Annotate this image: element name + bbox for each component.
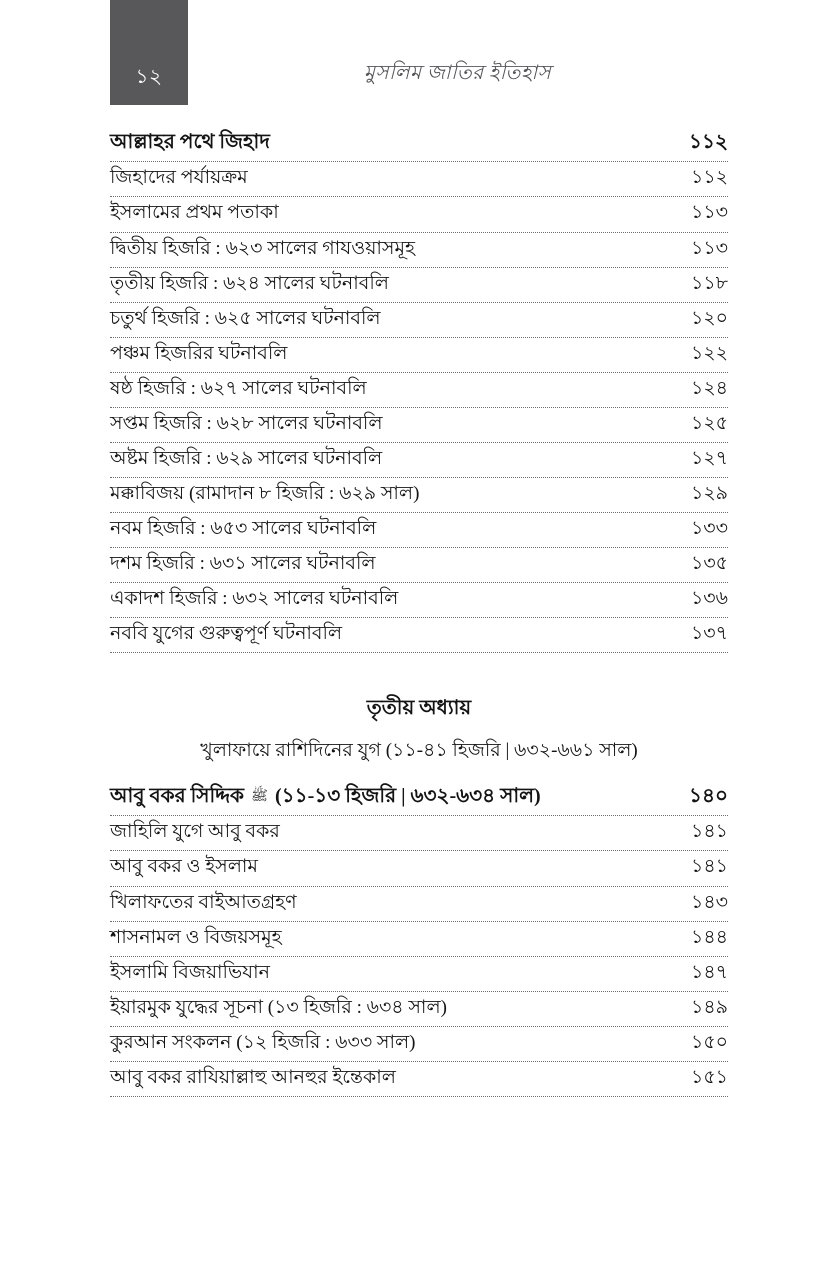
toc-entry-title: সপ্তম হিজরি : ৬২৮ সালের ঘটনাবলি <box>110 412 383 434</box>
toc-entry-page: ১৩৭ <box>690 623 728 645</box>
toc-entry-title: দ্বিতীয় হিজরি : ৬২৩ সালের গাযওয়াসমূহ <box>110 237 415 259</box>
folio-block <box>110 0 188 105</box>
toc-entry-page: ১৪১ <box>691 856 728 878</box>
toc-entry-page: ১১৩ <box>690 202 728 224</box>
toc-entry-title: কুরআন সংকলন (১২ হিজরি : ৬৩৩ সাল) <box>110 1031 416 1053</box>
toc-entry[interactable] <box>110 408 728 443</box>
toc-entry-chapter-heading[interactable] <box>110 780 728 816</box>
toc-entry[interactable] <box>110 197 728 232</box>
toc-entry[interactable] <box>110 162 728 197</box>
honorific-icon: ﷺ <box>251 788 268 805</box>
toc-section-one <box>110 126 728 653</box>
toc-entry[interactable] <box>110 851 728 886</box>
toc-entry[interactable] <box>110 126 728 162</box>
toc-entry-title: ষষ্ঠ হিজরি : ৬২৭ সালের ঘটনাবলি <box>110 377 367 399</box>
toc-entry-page: ১৪০ <box>689 784 728 807</box>
toc-entry-page: ১৩৩ <box>690 518 728 540</box>
toc-entry-title: খিলাফতের বাইআতগ্রহণ <box>110 891 297 913</box>
toc-entry[interactable] <box>110 957 728 992</box>
toc-entry[interactable] <box>110 513 728 548</box>
toc-entry-page: ১৩৫ <box>690 553 728 575</box>
toc-entry[interactable] <box>110 922 728 957</box>
toc-entry[interactable] <box>110 373 728 408</box>
toc-entry-title: ইসলামের প্রথম পতাকা <box>110 202 279 224</box>
toc-entry-title: ইসলামি বিজয়াভিযান <box>110 961 270 983</box>
toc-entry-title: আল্লাহর পথে জিহাদ <box>110 131 270 153</box>
toc-entry-title: ইয়ারমুক যুদ্ধের সূচনা (১৩ হিজরি : ৬৩৪ সাল) <box>110 996 447 1018</box>
toc-section-two <box>110 816 728 1097</box>
toc-entry-title: শাসনামল ও বিজয়সমূহ <box>110 926 282 948</box>
toc-entry-page: ১৪৭ <box>690 961 728 983</box>
toc-entry-title: আবু বকর রাযিয়াল্লাহু আনহুর ইন্তেকাল <box>110 1066 396 1088</box>
toc-entry-page: ১৪৩ <box>690 891 728 913</box>
toc-entry[interactable] <box>110 443 728 478</box>
toc-entry[interactable] <box>110 583 728 618</box>
toc-entry-title: দশম হিজরি : ৬৩১ সালের ঘটনাবলি <box>110 553 376 575</box>
toc-entry-title: নবম হিজরি : ৬৫৩ সালের ঘটনাবলি <box>110 518 377 540</box>
toc-entry[interactable] <box>110 992 728 1027</box>
toc-entry[interactable] <box>110 887 728 922</box>
toc-entry-page: ১৫০ <box>690 1031 728 1053</box>
toc-entry-page: ১২৪ <box>690 377 728 399</box>
toc-entry[interactable] <box>110 338 728 373</box>
toc-entry-title: তৃতীয় হিজরি : ৬২৪ সালের ঘটনাবলি <box>110 272 389 294</box>
toc-entry[interactable] <box>110 1027 728 1062</box>
toc-entry-page: ১২০ <box>690 307 728 329</box>
toc-entry[interactable] <box>110 233 728 268</box>
toc-entry-title: জিহাদের পর্যায়ক্রম <box>110 167 248 189</box>
toc-entry-title: নববি যুগের গুরুত্বপূর্ণ ঘটনাবলি <box>110 623 343 645</box>
toc-entry-title: মক্কাবিজয় (রামাদান ৮ হিজরি : ৬২৯ সাল) <box>110 483 420 505</box>
toc-entry[interactable] <box>110 548 728 583</box>
running-book-title: মুসলিম জাতির ইতিহাস <box>363 62 552 84</box>
toc-entry-page: ১১২ <box>690 167 728 189</box>
toc-entry[interactable] <box>110 268 728 303</box>
toc-entry-page: ১২২ <box>690 342 728 364</box>
toc-entry-title: অষ্টম হিজরি : ৬২৯ সালের ঘটনাবলি <box>110 448 383 470</box>
toc-entry-page: ১১৩ <box>690 237 728 259</box>
chapter-subtitle: খুলাফায়ে রাশিদিনের যুগ (১১-৪১ হিজরি | ৬৩২-৬৬১ সাল) <box>200 740 638 762</box>
toc-entry[interactable] <box>110 816 728 851</box>
toc-entry-title: পঞ্চম হিজরির ঘটনাবলি <box>110 342 288 364</box>
toc-entry[interactable] <box>110 303 728 338</box>
toc-entry[interactable] <box>110 478 728 513</box>
toc-entry-page: ১২৯ <box>690 483 728 505</box>
toc-entry-title: জাহিলি যুগে আবু বকর <box>110 821 280 843</box>
toc-entry-page: ১২৫ <box>690 412 728 434</box>
toc-entry-title: চতুর্থ হিজরি : ৬২৫ সালের ঘটনাবলি <box>110 307 381 329</box>
toc-entry[interactable] <box>110 1062 728 1097</box>
toc-entry-title: আবু বকর ও ইসলাম <box>110 856 258 878</box>
toc-entry-page: ১৪৪ <box>691 926 728 948</box>
toc-entry-title-suffix: (১১-১৩ হিজরি | ৬৩২-৬৩৪ সাল) <box>269 784 541 807</box>
toc-entry-page: ১৩৬ <box>690 588 728 610</box>
chapter-label: তৃতীয় অধ্যায় <box>366 697 472 720</box>
page-folio-number: ১২ <box>135 66 163 88</box>
toc-entry-page: ১৪১ <box>691 821 728 843</box>
toc-entry-page: ১১২ <box>689 131 728 153</box>
toc-entry-title: একাদশ হিজরি : ৬৩২ সালের ঘটনাবলি <box>110 588 399 610</box>
toc-entry-title <box>110 783 557 809</box>
toc-entry-page: ১৫১ <box>691 1066 728 1088</box>
toc-entry-page: ১১৮ <box>691 272 728 294</box>
table-of-contents <box>110 126 728 1097</box>
running-header <box>0 0 822 106</box>
toc-entry-page: ১২৭ <box>690 448 728 470</box>
toc-entry-page: ১৪৯ <box>691 996 728 1018</box>
toc-entry[interactable] <box>110 618 728 653</box>
chapter-divider <box>110 693 728 766</box>
toc-entry-title-prefix: আবু বকর সিদ্দিক <box>110 784 250 807</box>
